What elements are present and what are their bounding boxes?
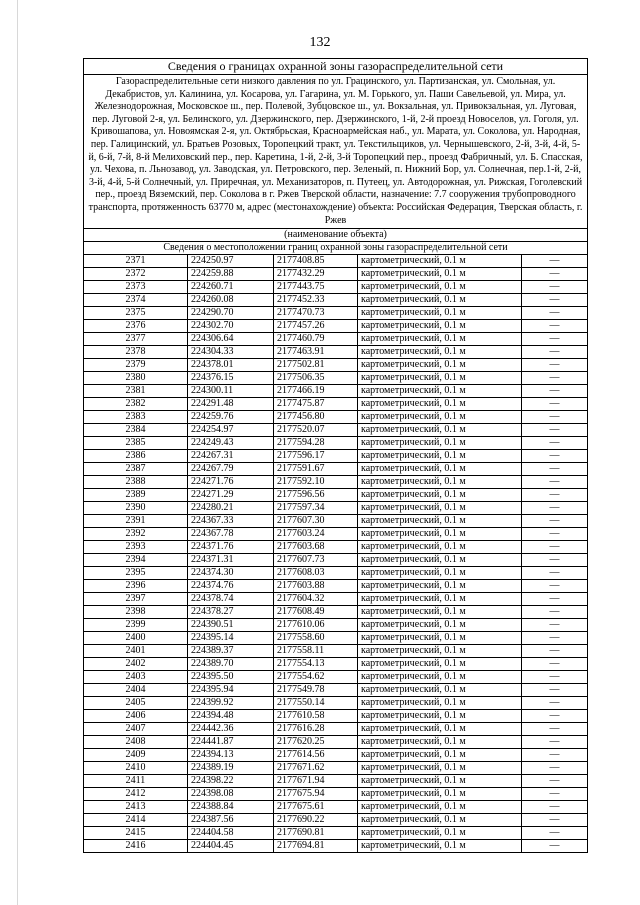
table-row bbox=[84, 437, 588, 450]
description-dash: — bbox=[522, 398, 588, 411]
description-dash: — bbox=[522, 814, 588, 827]
description-dash: — bbox=[522, 606, 588, 619]
point-number: 2379 bbox=[84, 359, 188, 372]
coordinate-x: 224387.56 bbox=[188, 814, 274, 827]
description-dash: — bbox=[522, 658, 588, 671]
coordinate-x: 224302.70 bbox=[188, 320, 274, 333]
coordinate-x: 224367.78 bbox=[188, 528, 274, 541]
coordinate-y: 2177594.28 bbox=[274, 437, 358, 450]
method-accuracy: картометрический, 0.1 м bbox=[358, 476, 522, 489]
method-accuracy: картометрический, 0.1 м bbox=[358, 463, 522, 476]
coordinate-y: 2177463.91 bbox=[274, 346, 358, 359]
table-row bbox=[84, 307, 588, 320]
coordinate-x: 224267.31 bbox=[188, 450, 274, 463]
point-number: 2406 bbox=[84, 710, 188, 723]
point-number: 2390 bbox=[84, 502, 188, 515]
description-dash: — bbox=[522, 762, 588, 775]
coordinate-y: 2177520.07 bbox=[274, 424, 358, 437]
table-row bbox=[84, 424, 588, 437]
coordinate-y: 2177596.56 bbox=[274, 489, 358, 502]
coordinate-x: 224378.27 bbox=[188, 606, 274, 619]
coordinate-x: 224395.50 bbox=[188, 671, 274, 684]
point-number: 2402 bbox=[84, 658, 188, 671]
description-dash: — bbox=[522, 840, 588, 853]
table-row bbox=[84, 671, 588, 684]
table-row bbox=[84, 593, 588, 606]
description-dash: — bbox=[522, 580, 588, 593]
table-row bbox=[84, 723, 588, 736]
location-header: Сведения о местоположении границ охранной зоны газораспределительной сети bbox=[84, 242, 588, 255]
coordinate-y: 2177603.88 bbox=[274, 580, 358, 593]
method-accuracy: картометрический, 0.1 м bbox=[358, 320, 522, 333]
point-number: 2413 bbox=[84, 801, 188, 814]
coordinate-y: 2177608.03 bbox=[274, 567, 358, 580]
description-dash: — bbox=[522, 463, 588, 476]
description-row bbox=[84, 75, 588, 229]
point-number: 2400 bbox=[84, 632, 188, 645]
description-dash: — bbox=[522, 632, 588, 645]
description-dash: — bbox=[522, 710, 588, 723]
table-row bbox=[84, 814, 588, 827]
description-dash: — bbox=[522, 541, 588, 554]
table-row bbox=[84, 515, 588, 528]
method-accuracy: картометрический, 0.1 м bbox=[358, 398, 522, 411]
point-number: 2399 bbox=[84, 619, 188, 632]
description-dash: — bbox=[522, 476, 588, 489]
coordinate-y: 2177675.61 bbox=[274, 801, 358, 814]
coordinate-x: 224404.58 bbox=[188, 827, 274, 840]
coordinate-x: 224306.64 bbox=[188, 333, 274, 346]
method-accuracy: картометрический, 0.1 м bbox=[358, 372, 522, 385]
description-dash: — bbox=[522, 749, 588, 762]
description-dash: — bbox=[522, 645, 588, 658]
method-accuracy: картометрический, 0.1 м bbox=[358, 801, 522, 814]
table-row bbox=[84, 255, 588, 268]
description-dash: — bbox=[522, 619, 588, 632]
point-number: 2407 bbox=[84, 723, 188, 736]
coordinate-y: 2177457.26 bbox=[274, 320, 358, 333]
table-row bbox=[84, 385, 588, 398]
coordinate-x: 224254.97 bbox=[188, 424, 274, 437]
table-row bbox=[84, 788, 588, 801]
method-accuracy: картометрический, 0.1 м bbox=[358, 593, 522, 606]
point-number: 2383 bbox=[84, 411, 188, 424]
coordinate-y: 2177452.33 bbox=[274, 294, 358, 307]
coordinate-y: 2177408.85 bbox=[274, 255, 358, 268]
table-row bbox=[84, 333, 588, 346]
coordinate-y: 2177603.68 bbox=[274, 541, 358, 554]
coordinate-x: 224259.88 bbox=[188, 268, 274, 281]
description-dash: — bbox=[522, 515, 588, 528]
table-row bbox=[84, 645, 588, 658]
coordinate-y: 2177466.19 bbox=[274, 385, 358, 398]
point-number: 2395 bbox=[84, 567, 188, 580]
coordinate-y: 2177694.81 bbox=[274, 840, 358, 853]
method-accuracy: картометрический, 0.1 м bbox=[358, 268, 522, 281]
method-accuracy: картометрический, 0.1 м bbox=[358, 632, 522, 645]
coordinate-y: 2177549.78 bbox=[274, 684, 358, 697]
coordinate-y: 2177592.10 bbox=[274, 476, 358, 489]
method-accuracy: картометрический, 0.1 м bbox=[358, 255, 522, 268]
coordinate-y: 2177506.35 bbox=[274, 372, 358, 385]
coordinate-x: 224390.51 bbox=[188, 619, 274, 632]
description-dash: — bbox=[522, 307, 588, 320]
table-row bbox=[84, 502, 588, 515]
coordinate-x: 224388.84 bbox=[188, 801, 274, 814]
coordinate-y: 2177550.14 bbox=[274, 697, 358, 710]
coordinate-x: 224267.79 bbox=[188, 463, 274, 476]
coordinate-y: 2177443.75 bbox=[274, 281, 358, 294]
method-accuracy: картометрический, 0.1 м bbox=[358, 697, 522, 710]
coordinate-y: 2177607.30 bbox=[274, 515, 358, 528]
coordinate-y: 2177671.94 bbox=[274, 775, 358, 788]
table-row bbox=[84, 541, 588, 554]
coordinate-x: 224395.14 bbox=[188, 632, 274, 645]
boundary-table bbox=[83, 58, 588, 853]
point-number: 2396 bbox=[84, 580, 188, 593]
point-number: 2391 bbox=[84, 515, 188, 528]
method-accuracy: картометрический, 0.1 м bbox=[358, 554, 522, 567]
description-dash: — bbox=[522, 346, 588, 359]
point-number: 2387 bbox=[84, 463, 188, 476]
coordinate-x: 224271.76 bbox=[188, 476, 274, 489]
point-number: 2382 bbox=[84, 398, 188, 411]
description-dash: — bbox=[522, 775, 588, 788]
table-row bbox=[84, 658, 588, 671]
point-number: 2384 bbox=[84, 424, 188, 437]
table-row bbox=[84, 268, 588, 281]
point-number: 2401 bbox=[84, 645, 188, 658]
document-body bbox=[83, 58, 587, 853]
coordinate-x: 224394.48 bbox=[188, 710, 274, 723]
method-accuracy: картометрический, 0.1 м bbox=[358, 749, 522, 762]
table-row bbox=[84, 567, 588, 580]
coordinate-y: 2177610.58 bbox=[274, 710, 358, 723]
coordinate-x: 224378.74 bbox=[188, 593, 274, 606]
method-accuracy: картометрический, 0.1 м bbox=[358, 580, 522, 593]
coordinate-y: 2177610.06 bbox=[274, 619, 358, 632]
coordinate-x: 224389.70 bbox=[188, 658, 274, 671]
coordinate-x: 224291.48 bbox=[188, 398, 274, 411]
description-dash: — bbox=[522, 268, 588, 281]
table-row bbox=[84, 489, 588, 502]
point-number: 2375 bbox=[84, 307, 188, 320]
description-dash: — bbox=[522, 385, 588, 398]
coordinate-y: 2177616.28 bbox=[274, 723, 358, 736]
coordinate-y: 2177614.56 bbox=[274, 749, 358, 762]
point-number: 2404 bbox=[84, 684, 188, 697]
coordinate-x: 224376.15 bbox=[188, 372, 274, 385]
description-dash: — bbox=[522, 593, 588, 606]
coordinate-x: 224398.08 bbox=[188, 788, 274, 801]
coordinate-y: 2177470.73 bbox=[274, 307, 358, 320]
table-row bbox=[84, 372, 588, 385]
method-accuracy: картометрический, 0.1 м bbox=[358, 762, 522, 775]
coordinate-y: 2177671.62 bbox=[274, 762, 358, 775]
coordinate-y: 2177475.87 bbox=[274, 398, 358, 411]
coordinate-x: 224395.94 bbox=[188, 684, 274, 697]
description-dash: — bbox=[522, 567, 588, 580]
method-accuracy: картометрический, 0.1 м bbox=[358, 541, 522, 554]
coordinate-y: 2177502.81 bbox=[274, 359, 358, 372]
scan-edge bbox=[17, 0, 18, 905]
description-dash: — bbox=[522, 372, 588, 385]
point-number: 2381 bbox=[84, 385, 188, 398]
coordinate-x: 224250.97 bbox=[188, 255, 274, 268]
point-number: 2410 bbox=[84, 762, 188, 775]
description-dash: — bbox=[522, 697, 588, 710]
point-number: 2385 bbox=[84, 437, 188, 450]
coordinate-x: 224404.45 bbox=[188, 840, 274, 853]
table-row bbox=[84, 450, 588, 463]
table-row bbox=[84, 749, 588, 762]
point-number: 2403 bbox=[84, 671, 188, 684]
coordinate-y: 2177558.60 bbox=[274, 632, 358, 645]
table-row bbox=[84, 684, 588, 697]
method-accuracy: картометрический, 0.1 м bbox=[358, 619, 522, 632]
table-row bbox=[84, 398, 588, 411]
coordinate-x: 224280.21 bbox=[188, 502, 274, 515]
point-number: 2378 bbox=[84, 346, 188, 359]
description-dash: — bbox=[522, 424, 588, 437]
coordinate-x: 224300.11 bbox=[188, 385, 274, 398]
coordinate-x: 224374.76 bbox=[188, 580, 274, 593]
description-dash: — bbox=[522, 736, 588, 749]
description-dash: — bbox=[522, 450, 588, 463]
point-number: 2405 bbox=[84, 697, 188, 710]
coordinate-y: 2177554.13 bbox=[274, 658, 358, 671]
point-number: 2386 bbox=[84, 450, 188, 463]
method-accuracy: картометрический, 0.1 м bbox=[358, 827, 522, 840]
description-dash: — bbox=[522, 827, 588, 840]
coordinate-x: 224260.71 bbox=[188, 281, 274, 294]
coordinate-y: 2177596.17 bbox=[274, 450, 358, 463]
method-accuracy: картометрический, 0.1 м bbox=[358, 294, 522, 307]
coordinate-y: 2177432.29 bbox=[274, 268, 358, 281]
table-row bbox=[84, 411, 588, 424]
method-accuracy: картометрический, 0.1 м bbox=[358, 502, 522, 515]
method-accuracy: картометрический, 0.1 м bbox=[358, 788, 522, 801]
coordinate-x: 224259.76 bbox=[188, 411, 274, 424]
coordinate-x: 224389.19 bbox=[188, 762, 274, 775]
coordinate-x: 224374.30 bbox=[188, 567, 274, 580]
coordinate-x: 224371.76 bbox=[188, 541, 274, 554]
table-row bbox=[84, 294, 588, 307]
description-dash: — bbox=[522, 294, 588, 307]
method-accuracy: картометрический, 0.1 м bbox=[358, 346, 522, 359]
method-accuracy: картометрический, 0.1 м bbox=[358, 281, 522, 294]
description-dash: — bbox=[522, 723, 588, 736]
method-accuracy: картометрический, 0.1 м bbox=[358, 424, 522, 437]
description-dash: — bbox=[522, 684, 588, 697]
table-row bbox=[84, 827, 588, 840]
coordinate-x: 224442.36 bbox=[188, 723, 274, 736]
coordinate-y: 2177608.49 bbox=[274, 606, 358, 619]
method-accuracy: картометрический, 0.1 м bbox=[358, 489, 522, 502]
description-dash: — bbox=[522, 554, 588, 567]
table-row bbox=[84, 281, 588, 294]
table-row bbox=[84, 736, 588, 749]
description-dash: — bbox=[522, 359, 588, 372]
title-row bbox=[84, 59, 588, 75]
point-number: 2408 bbox=[84, 736, 188, 749]
table-row bbox=[84, 346, 588, 359]
table-row bbox=[84, 840, 588, 853]
table-row bbox=[84, 697, 588, 710]
method-accuracy: картометрический, 0.1 м bbox=[358, 710, 522, 723]
point-number: 2415 bbox=[84, 827, 188, 840]
method-accuracy: картометрический, 0.1 м bbox=[358, 775, 522, 788]
method-accuracy: картометрический, 0.1 м bbox=[358, 333, 522, 346]
point-number: 2397 bbox=[84, 593, 188, 606]
point-number: 2389 bbox=[84, 489, 188, 502]
coordinate-y: 2177620.25 bbox=[274, 736, 358, 749]
description-dash: — bbox=[522, 255, 588, 268]
method-accuracy: картометрический, 0.1 м bbox=[358, 645, 522, 658]
table-row bbox=[84, 801, 588, 814]
method-accuracy: картометрический, 0.1 м bbox=[358, 385, 522, 398]
point-number: 2374 bbox=[84, 294, 188, 307]
coordinate-x: 224371.31 bbox=[188, 554, 274, 567]
method-accuracy: картометрический, 0.1 м bbox=[358, 437, 522, 450]
coordinate-x: 224394.13 bbox=[188, 749, 274, 762]
table-row bbox=[84, 528, 588, 541]
point-number: 2371 bbox=[84, 255, 188, 268]
description-dash: — bbox=[522, 437, 588, 450]
method-accuracy: картометрический, 0.1 м bbox=[358, 515, 522, 528]
table-row bbox=[84, 619, 588, 632]
object-name-label-row bbox=[84, 229, 588, 242]
table-row bbox=[84, 359, 588, 372]
coordinate-x: 224304.33 bbox=[188, 346, 274, 359]
point-number: 2392 bbox=[84, 528, 188, 541]
table-title: Сведения о границах охранной зоны газораспределительной сети bbox=[84, 59, 588, 75]
point-number: 2376 bbox=[84, 320, 188, 333]
point-number: 2372 bbox=[84, 268, 188, 281]
table-row bbox=[84, 554, 588, 567]
table-row bbox=[84, 580, 588, 593]
point-number: 2411 bbox=[84, 775, 188, 788]
coordinate-x: 224441.87 bbox=[188, 736, 274, 749]
coordinate-x: 224367.33 bbox=[188, 515, 274, 528]
page-number: 132 bbox=[309, 35, 331, 50]
coordinate-x: 224271.29 bbox=[188, 489, 274, 502]
table-row bbox=[84, 775, 588, 788]
coordinate-y: 2177675.94 bbox=[274, 788, 358, 801]
point-number: 2388 bbox=[84, 476, 188, 489]
coordinate-y: 2177603.24 bbox=[274, 528, 358, 541]
coordinate-y: 2177690.81 bbox=[274, 827, 358, 840]
coordinate-y: 2177607.73 bbox=[274, 554, 358, 567]
table-row bbox=[84, 463, 588, 476]
coordinate-y: 2177558.11 bbox=[274, 645, 358, 658]
description-dash: — bbox=[522, 411, 588, 424]
method-accuracy: картометрический, 0.1 м bbox=[358, 450, 522, 463]
method-accuracy: картометрический, 0.1 м bbox=[358, 736, 522, 749]
point-number: 2393 bbox=[84, 541, 188, 554]
description-dash: — bbox=[522, 671, 588, 684]
coordinate-x: 224389.37 bbox=[188, 645, 274, 658]
description-dash: — bbox=[522, 320, 588, 333]
coordinate-x: 224249.43 bbox=[188, 437, 274, 450]
point-number: 2373 bbox=[84, 281, 188, 294]
description-dash: — bbox=[522, 281, 588, 294]
method-accuracy: картометрический, 0.1 м bbox=[358, 840, 522, 853]
coordinate-x: 224260.08 bbox=[188, 294, 274, 307]
method-accuracy: картометрический, 0.1 м bbox=[358, 307, 522, 320]
method-accuracy: картометрический, 0.1 м bbox=[358, 567, 522, 580]
point-number: 2412 bbox=[84, 788, 188, 801]
table-row bbox=[84, 606, 588, 619]
coordinate-y: 2177554.62 bbox=[274, 671, 358, 684]
method-accuracy: картометрический, 0.1 м bbox=[358, 658, 522, 671]
method-accuracy: картометрический, 0.1 м bbox=[358, 684, 522, 697]
coordinate-y: 2177690.22 bbox=[274, 814, 358, 827]
method-accuracy: картометрический, 0.1 м bbox=[358, 814, 522, 827]
point-number: 2377 bbox=[84, 333, 188, 346]
method-accuracy: картометрический, 0.1 м bbox=[358, 723, 522, 736]
object-name-label: (наименование объекта) bbox=[84, 229, 588, 242]
method-accuracy: картометрический, 0.1 м bbox=[358, 411, 522, 424]
coordinate-y: 2177591.67 bbox=[274, 463, 358, 476]
description-dash: — bbox=[522, 502, 588, 515]
description-dash: — bbox=[522, 801, 588, 814]
coordinate-x: 224290.70 bbox=[188, 307, 274, 320]
table-row bbox=[84, 710, 588, 723]
table-row bbox=[84, 320, 588, 333]
table-row bbox=[84, 476, 588, 489]
point-number: 2394 bbox=[84, 554, 188, 567]
coordinate-y: 2177597.34 bbox=[274, 502, 358, 515]
description-dash: — bbox=[522, 333, 588, 346]
point-number: 2398 bbox=[84, 606, 188, 619]
table-row bbox=[84, 762, 588, 775]
method-accuracy: картометрический, 0.1 м bbox=[358, 671, 522, 684]
method-accuracy: картометрический, 0.1 м bbox=[358, 606, 522, 619]
coordinate-x: 224398.22 bbox=[188, 775, 274, 788]
method-accuracy: картометрический, 0.1 м bbox=[358, 359, 522, 372]
description-dash: — bbox=[522, 788, 588, 801]
coordinate-y: 2177460.79 bbox=[274, 333, 358, 346]
coordinate-x: 224399.92 bbox=[188, 697, 274, 710]
location-header-row bbox=[84, 242, 588, 255]
description-dash: — bbox=[522, 489, 588, 502]
object-description: Газораспределительные сети низкого давления по ул. Грацинского, ул. Партизанская, ул. Смольная, ул. Декабристов, ул. Калинина, ул. Косарова, ул. Гагарина, ул. М. Горького, ул. Паши Савельевой, ул. Мира, ул. Железнодорожная, Московское ш., пер. Полевой, Зубцовское ш., ул. Вокзальная, ул. Привокзальная, ул. Луговая, пер. Луговой 2-я, ул. Белинского, ул. Дзержинского, пер. Дзержинского, 1-й, 2-й проезд Новоселов, ул. Гоголя, ул. Кривошапова, ул. Новоямская 2-я, ул. Октябрьская, Красноармейская наб., ул. Марата, ул. Соколова, ул. Народная, пер. Галицинский, ул. Братьев Розовых, Торопецкий тракт, ул. Текстильщиков, ул. Чернышевского, 2-й, 3-й, 4-й, 5-й, 6-й, 7-й, 8-й Мелиховский пер., пер. Каретина, 1-й, 2-й, 3-й Торопецкий пер., проезд Фабричный, ул. Б. Спасская, ул. Чехова, п. Льнозавод, ул. Заводская, ул. Петровского, пер. Зеленый, п. Нижний Бор, ул. Солнечная, пер.1-й, 2-й, 3-й, 4-й, 5-й Солнечный, ул. Приречная, ул. Механизаторов, п. Путеец, ул. Автодорожная, ул. Рижская, Гоголевский пер., проезд Вяземский, пер. Соколова в г. Ржев Тверской области, назначение: 7.7 сооружения трубопроводного транспорта, протяженность 63770 м, адрес (местонахождение) объекта: Российская Федерация, Тверская область, г. Ржев bbox=[84, 75, 588, 229]
point-number: 2414 bbox=[84, 814, 188, 827]
point-number: 2416 bbox=[84, 840, 188, 853]
coordinate-y: 2177456.80 bbox=[274, 411, 358, 424]
method-accuracy: картометрический, 0.1 м bbox=[358, 528, 522, 541]
description-dash: — bbox=[522, 528, 588, 541]
coordinate-x: 224378.01 bbox=[188, 359, 274, 372]
point-number: 2409 bbox=[84, 749, 188, 762]
coordinate-y: 2177604.32 bbox=[274, 593, 358, 606]
point-number: 2380 bbox=[84, 372, 188, 385]
table-row bbox=[84, 632, 588, 645]
